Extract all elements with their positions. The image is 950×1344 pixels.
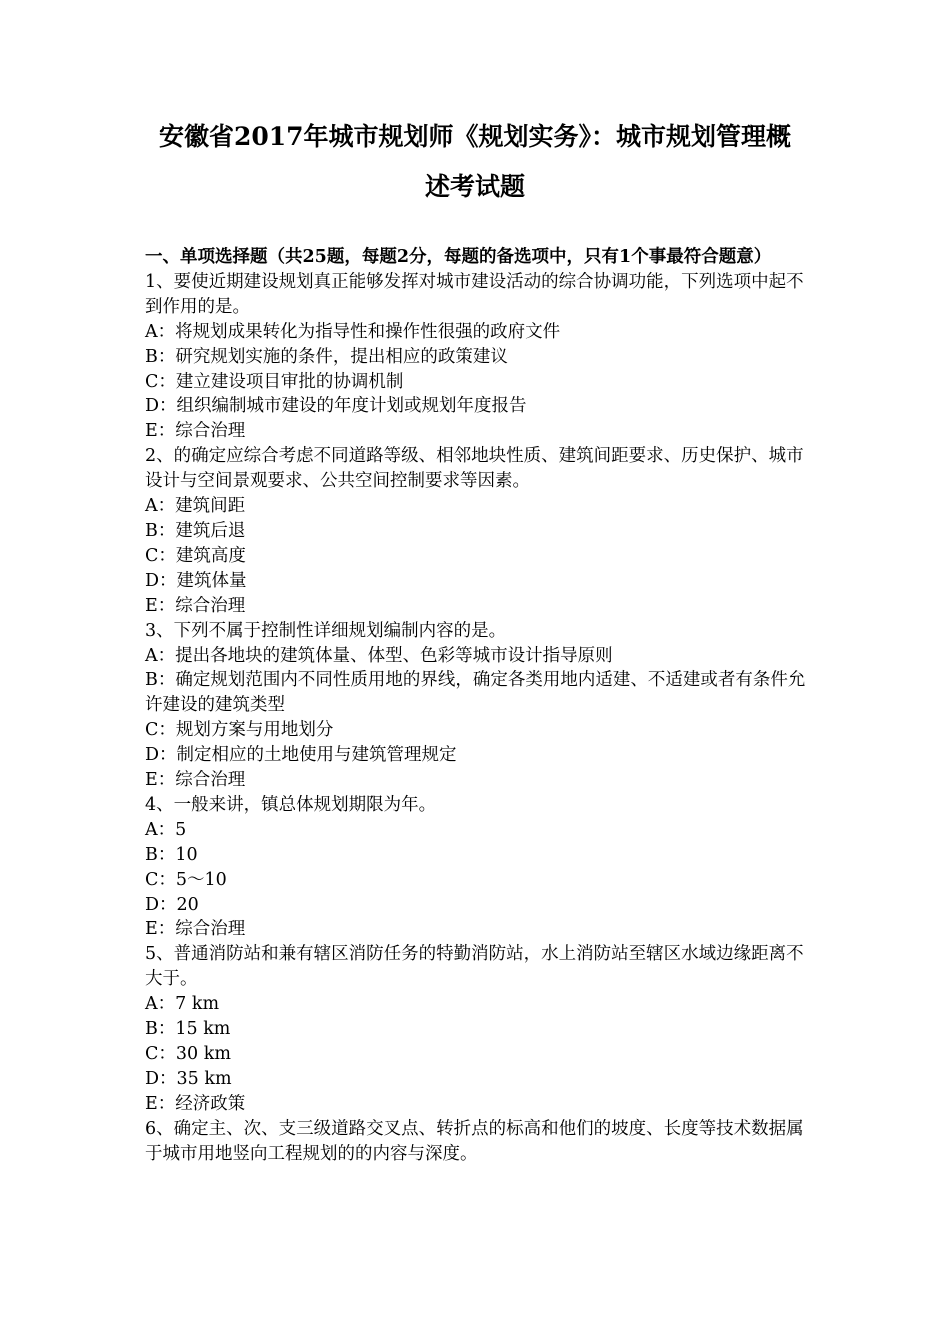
option-c: C：30 km xyxy=(145,1044,231,1064)
option-d: D：20 xyxy=(145,894,199,915)
question-1 xyxy=(145,270,810,444)
option-a: A：7 km xyxy=(145,994,220,1015)
option-a: A：建筑间距 xyxy=(145,496,246,517)
option-d: D：制定相应的土地使用与建筑管理规定 xyxy=(145,745,457,766)
option-c: C：5～10 xyxy=(145,869,227,890)
option-a: A：将规划成果转化为指导性和操作性很强的政府文件 xyxy=(145,321,561,342)
option-b: B：15 km xyxy=(145,1019,231,1040)
question-2 xyxy=(145,444,810,618)
option-b: B：确定规划范围内不同性质用地的界线，确定各类用地内适建、不适建或者有条件允许建设的建筑类型 xyxy=(145,670,806,716)
document-body xyxy=(145,245,810,1167)
option-d: D：建筑体量 xyxy=(145,570,247,591)
option-a: A：5 xyxy=(145,819,187,840)
option-e: E：综合治理 xyxy=(145,595,246,616)
option-e: E：综合治理 xyxy=(145,770,246,791)
option-d: D：组织编制城市建设的年度计划或规划年度报告 xyxy=(145,396,527,417)
option-b: B：10 xyxy=(145,844,198,865)
option-c: C：建筑高度 xyxy=(145,545,246,566)
option-a: A：提出各地块的建筑体量、体型、色彩等城市设计指导原则 xyxy=(145,645,613,666)
option-c: C：建立建设项目审批的协调机制 xyxy=(145,371,404,392)
section-heading: 一、单项选择题（共25题，每题2分，每题的备选项中，只有1个事最符合题意） xyxy=(145,247,772,267)
question-6 xyxy=(145,1117,810,1167)
option-d: D：35 km xyxy=(145,1068,232,1089)
question-text: 6、确定主、次、支三级道路交叉点、转折点的标高和他们的坡度、长度等技术数据属于城市用地竖向工程规划的的内容与深度。 xyxy=(145,1118,804,1164)
option-b: B：研究规划实施的条件，提出相应的政策建议 xyxy=(145,346,508,367)
option-c: C：规划方案与用地划分 xyxy=(145,720,334,741)
title-line-1: 安徽省2017年城市规划师《规划实务》：城市规划管理概 xyxy=(158,122,792,151)
question-5 xyxy=(145,942,810,1116)
title-line-2: 述考试题 xyxy=(424,172,525,201)
question-4 xyxy=(145,793,810,942)
option-b: B：建筑后退 xyxy=(145,520,246,541)
option-e: E：经济政策 xyxy=(145,1093,246,1114)
option-e: E：综合治理 xyxy=(145,919,246,940)
question-text: 3、下列不属于控制性详细规划编制内容的是。 xyxy=(145,620,507,641)
question-text: 2、的确定应综合考虑不同道路等级、相邻地块性质、建筑间距要求、历史保护、城市设计与空间景观要求、公共空间控制要求等因素。 xyxy=(145,446,804,492)
question-text: 1、要使近期建设规划真正能够发挥对城市建设活动的综合协调功能，下列选项中起不到作用的是。 xyxy=(145,271,804,317)
question-3 xyxy=(145,619,810,793)
option-e: E：综合治理 xyxy=(145,421,246,442)
question-text: 4、一般来讲，镇总体规划期限为年。 xyxy=(145,794,437,815)
question-text: 5、普通消防站和兼有辖区消防任务的特勤消防站，水上消防站至辖区水域边缘距离不大于。 xyxy=(145,944,804,990)
document-title xyxy=(120,112,830,212)
